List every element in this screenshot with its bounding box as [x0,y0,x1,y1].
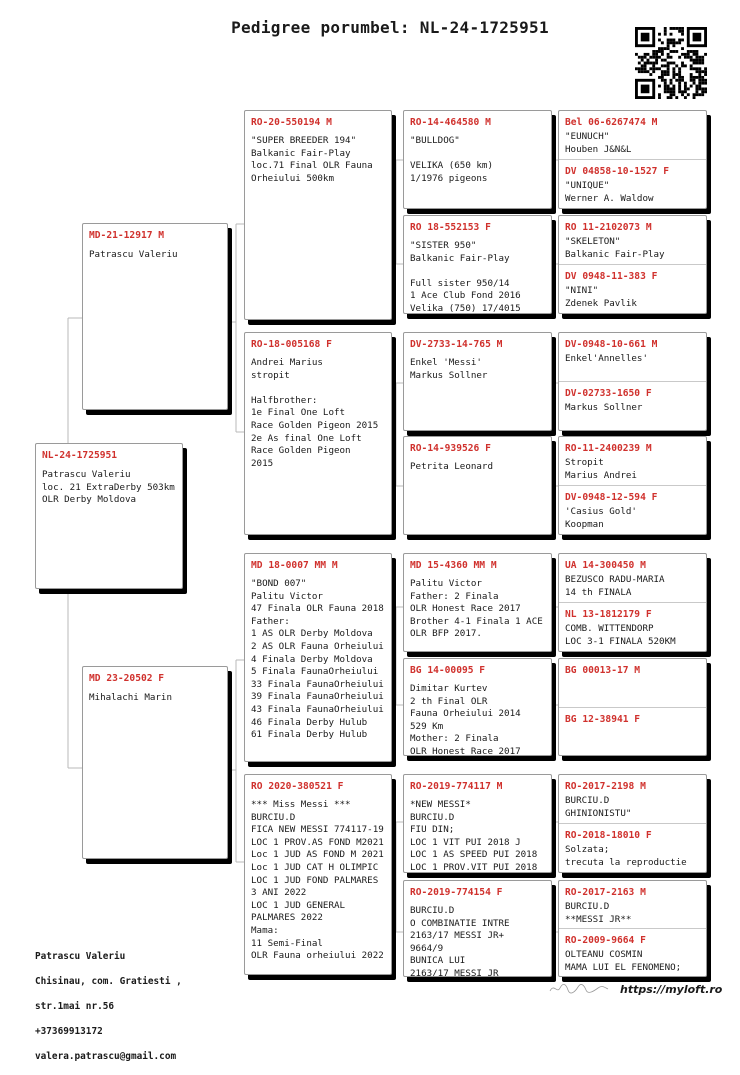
subject-card[interactable] [35,443,183,589]
ggg-info: BEZUSCO RADU-MARIA 14 th FINALA [565,574,665,598]
ggg-ring: DV-02733-1650 F [565,388,652,399]
sire-card[interactable] [82,223,228,410]
ggg-dam[interactable] [559,264,706,314]
dam-info: Mihalachi Marin [89,692,172,703]
ggg-ring: NL 13-1812179 F [565,609,652,620]
ggg-info: Stropit Marius Andrei [565,457,637,481]
ggg-info: BURCIU.D GHINIONISTU" [565,795,632,819]
great-grandparent-card[interactable] [403,553,552,652]
great-grandparent-card[interactable] [403,215,552,314]
signature-logo [548,980,610,996]
ggg-info: "UNIQUE" Werner A. Waldow [565,180,654,204]
ggg-ring: RO 11-2102073 M [565,222,652,233]
ggg-info: Solzata; trecuta la reproductie [565,844,687,868]
sire-ring: MD-21-12917 M [89,230,165,241]
ggg-info: 'Casius Gold' Koopman [565,506,637,530]
ggg-dam[interactable] [559,381,706,431]
ggg-dam[interactable] [559,485,706,535]
ggg-pair-card[interactable] [558,553,707,652]
ggg-pair-card[interactable] [558,332,707,431]
ggg-sire[interactable] [559,775,706,823]
great-grandparent-info: Petrita Leonard [410,461,493,472]
great-grandparent-card[interactable] [403,658,552,756]
great-grandparent-info: Dimitar Kurtev 2 th Final OLR Fauna Orheiului 2014 529 Km Mother: 2 Finala OLR Honest Race 2017 [410,683,521,756]
ggg-ring: RO-11-2400239 M [565,443,652,454]
ggg-dam[interactable] [559,928,706,977]
ggg-sire[interactable] [559,554,706,602]
great-grandparent-info: "SISTER 950" Balkanic Fair-Play Full sister 950/14 1 Ace Club Fond 2016 Velika (750) 17/4015 [410,240,521,314]
contact-line: str.1mai nr.56 [35,1001,115,1013]
ggg-sire[interactable] [559,216,706,264]
owner-contact [35,939,182,1075]
ggg-ring: UA 14-300450 M [565,560,646,571]
grandparent-ring: RO 2020-380521 F [251,781,344,792]
great-grandparent-ring: DV-2733-14-765 M [410,339,503,350]
ggg-ring: DV 0948-11-383 F [565,271,658,282]
great-grandparent-info: "BULLDOG" VELIKA (650 km) 1/1976 pigeons [410,135,493,184]
great-grandparent-card[interactable] [403,332,552,431]
ggg-sire[interactable] [559,437,706,485]
ggg-ring: BG 00013-17 M [565,665,641,676]
ggg-sire[interactable] [559,881,706,928]
great-grandparent-info: Enkel 'Messi' Markus Sollner [410,357,488,381]
great-grandparent-info: *NEW MESSI* BURCIU.D FIU DIN; LOC 1 VIT PUI 2018 J LOC 1 AS SPEED PUI 2018 LOC 1 PROV.VIT PUI 2018 [410,799,538,873]
ggg-dam[interactable] [559,707,706,756]
great-grandparent-ring: RO-14-939526 F [410,443,491,454]
ggg-pair-card[interactable] [558,880,707,977]
ggg-dam[interactable] [559,823,706,873]
grandparent-info: "SUPER BREEDER 194" Balkanic Fair-Play loc.71 Final OLR Fauna Orheiului 500km [251,135,373,184]
ggg-ring: DV 04858-10-1527 F [565,166,669,177]
dam-ring: MD 23-20502 F [89,673,165,684]
contact-line: +37369913172 [35,1025,103,1037]
contact-line[interactable]: valera.patrascu@gmail.com [35,1050,177,1062]
grandparent-card[interactable] [244,553,392,762]
grandparent-ring: RO-20-550194 M [251,117,332,128]
ggg-ring: RO-2018-18010 F [565,830,652,841]
ggg-pair-card[interactable] [558,110,707,209]
ggg-dam[interactable] [559,159,706,209]
great-grandparent-info: Palitu Victor Father: 2 Finala OLR Honest Race 2017 Brother 4-1 Finala 1 ACE OLR BFP 2017. [410,578,543,640]
page-title: Pedigree porumbel: NL-24-1725951 [231,18,549,37]
grandparent-info: "BOND 007" Palitu Victor 47 Finala OLR Fauna 2018 Father: 1 AS OLR Derby Moldova 2 AS OLR Fauna Orheiului 4 Finala Derby Moldova 5 Finala FaunaOrheiului 33 Finala FaunaOrheiului 39 Finala FaunaOrheiului 43 Finala FaunaOrheiului 46 Finala Derby Hulub 61 Finala Derby Hulub [251,578,384,741]
ggg-sire[interactable] [559,111,706,159]
subject-info: Patrascu Valeriu loc. 21 ExtraDerby 503km OLR Derby Moldova [42,469,175,506]
great-grandparent-card[interactable] [403,774,552,873]
ggg-ring: RO-2017-2198 M [565,781,646,792]
grandparent-card[interactable] [244,332,392,535]
ggg-pair-card[interactable] [558,436,707,535]
great-grandparent-info: BURCIU.D O COMBINATIE INTRE 2163/17 MESSI JR+ 9664/9 BUNICA LUI 2163/17 MESSI JR [410,905,510,977]
ggg-sire[interactable] [559,659,706,707]
ggg-info: "NINI" Zdenek Pavlik [565,285,637,309]
great-grandparent-ring: BG 14-00095 F [410,665,486,676]
subject-ring: NL-24-1725951 [42,450,118,461]
ggg-ring: RO-2017-2163 M [565,887,646,898]
grandparent-ring: MD 18-0007 MM M [251,560,338,571]
ggg-pair-card[interactable] [558,215,707,314]
ggg-ring: Bel 06-6267474 M [565,117,658,128]
ggg-info: "SKELETON" Balkanic Fair-Play [565,236,665,260]
ggg-info: "EUNUCH" Houben J&N&L [565,131,632,155]
ggg-ring: DV-0948-12-594 F [565,492,658,503]
ggg-info: BURCIU.D **MESSI JR** [565,901,632,925]
ggg-ring: DV-0948-10-661 M [565,339,658,350]
ggg-pair-card[interactable] [558,658,707,756]
sire-info: Patrascu Valeriu [89,249,178,260]
great-grandparent-ring: RO-2019-774154 F [410,887,503,898]
ggg-info: Markus Sollner [565,402,643,413]
great-grandparent-ring: RO-14-464580 M [410,117,491,128]
website-link[interactable]: https://myloft.ro [620,983,723,996]
ggg-sire[interactable] [559,333,706,381]
great-grandparent-card[interactable] [403,110,552,209]
grandparent-card[interactable] [244,110,392,320]
great-grandparent-ring: RO 18-552153 F [410,222,491,233]
ggg-info: Enkel'Annelles' [565,353,648,364]
ggg-info: OLTEANU COSMIN MAMA LUI EL FENOMENO; [565,949,682,973]
grandparent-info: *** Miss Messi *** BURCIU.D FICA NEW MESSI 774117-19 LOC 1 PROV.AS FOND M2021 Loc 1 JUD AS FOND M 2021 Loc 1 JUD CAT H OLIMPIC LOC 1 JUD FOND PALMARES 3 ANI 2022 LOC 1 JUD GENERAL PALMARES 2022 Mama: 11 Semi-Final OLR Fauna orheiului 2022 [251,799,384,962]
contact-line: Chisinau, com. Gratiesti , [35,976,182,988]
dam-card[interactable] [82,666,228,859]
ggg-pair-card[interactable] [558,774,707,873]
ggg-ring: BG 12-38941 F [565,714,641,725]
great-grandparent-ring: MD 15-4360 MM M [410,560,497,571]
contact-line: Patrascu Valeriu [35,951,126,963]
great-grandparent-ring: RO-2019-774117 M [410,781,503,792]
ggg-info: COMB. WITTENDORP LOC 3-1 FINALA 520KM [565,623,676,647]
great-grandparent-card[interactable] [403,880,552,977]
ggg-ring: RO-2009-9664 F [565,935,646,946]
grandparent-info: Andrei Marius stropit Halfbrother: 1e Final One Loft Race Golden Pigeon 2015 2e As final One Loft Race Golden Pigeon 2015 [251,357,379,469]
great-grandparent-card[interactable] [403,436,552,535]
grandparent-ring: RO-18-005168 F [251,339,332,350]
grandparent-card[interactable] [244,774,392,975]
ggg-dam[interactable] [559,602,706,652]
